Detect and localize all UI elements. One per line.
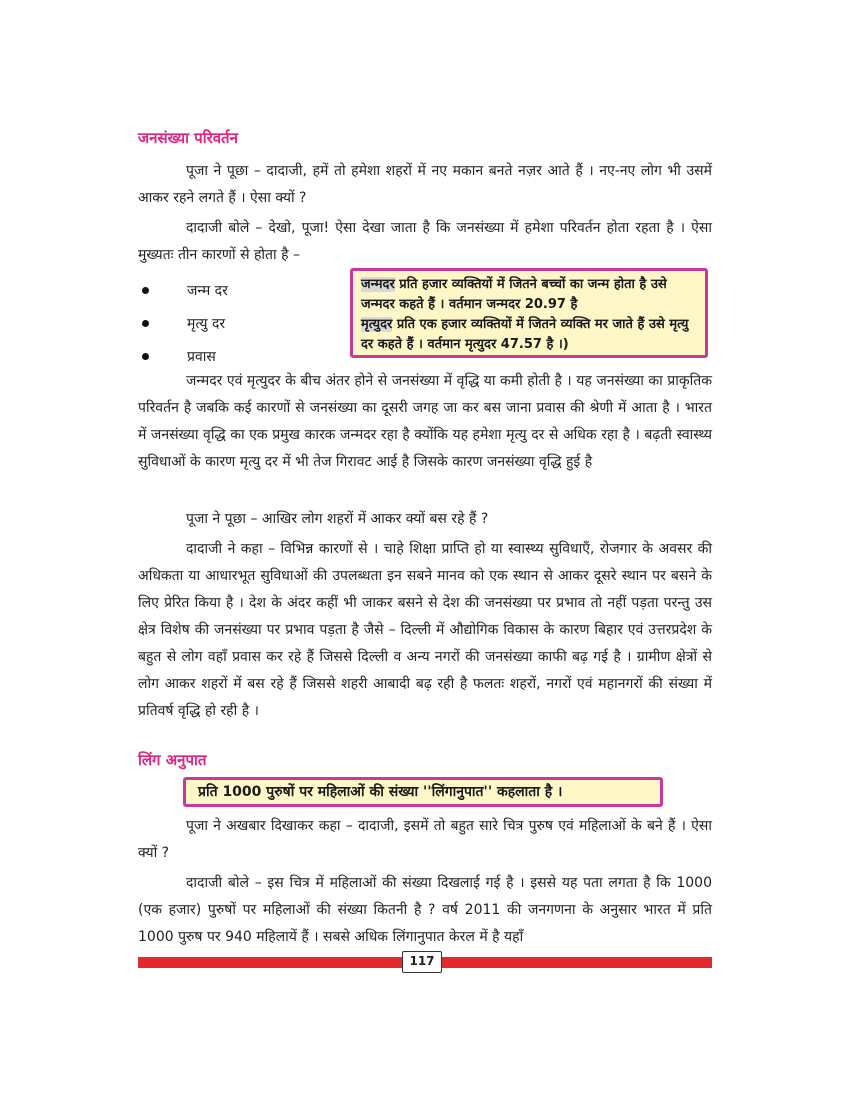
list-item: मृत्यु दर (138, 307, 338, 340)
list-item: जन्म दर (138, 274, 338, 307)
paragraph-pooja-migration-question: पूजा ने पूछा – आखिर लोग शहरों में आकर क्यों बस रहे हैं ? (186, 511, 489, 527)
section-heading-sex-ratio: लिंग अनुपात (138, 751, 207, 769)
paragraph-sex-ratio-explanation: दादाजी बोले – इस चित्र में महिलाओं की संख्या दिखलाई गई है । इससे यह पता लगता है कि 1000 (एक हजार) पुरुषों पर महिलाओं की संख्या कितनी है ? वर्ष 2011 की जनगणना के अनुसार भारत में प्रति 1000 पुरुष पर 940 महिलायें हैं । सबसे अधिक लिंगानुपात केरल में है यहाँ (138, 875, 712, 945)
section-heading-population-change: जनसंख्या परिवर्तन (138, 129, 238, 147)
list-item: प्रवास (138, 340, 338, 373)
sex-ratio-definition-box: प्रति 1000 पुरुषों पर महिलाओं की संख्या ''लिंगानुपात'' कहलाता है । (183, 777, 663, 807)
paragraph-pooja-question: पूजा ने पूछा – दादाजी, हमें तो हमेशा शहरों में नए मकान बनते नज़र आते हैं । नए-नए लोग भी उसमें आकर रहने लगते हैं । ऐसा क्यों ? (138, 163, 712, 206)
footer-bar-right (442, 957, 712, 968)
paragraph-newspaper-question: पूजा ने अखबार दिखाकर कहा – दादाजी, इसमें तो बहुत सारे चित्र पुरुष एवं महिलाओं के बने हैं । ऐसा क्यों ? (138, 818, 712, 861)
bullet-icon (142, 287, 149, 294)
bullet-icon (142, 320, 149, 327)
paragraph-natural-change: जन्मदर एवं मृत्युदर के बीच अंतर होने से जनसंख्या में वृद्धि या कमी होती है । यह जनसंख्या का प्राकृतिक परिवर्तन है जबकि कई कारणों से जनसंख्या का दूसरी जगह जा कर बस जाना प्रवास की श्रेणी में आता है । भारत में जनसंख्या वृद्धि का एक प्रमुख कारक जन्मदर रहा है क्योंकि यह हमेशा मृत्यु दर से अधिक रहा है । बढ़ती स्वास्थ्य सुविधाओं के कारण मृत्यु दर में भी तेज गिरावट आई है जिसके कारण जनसंख्या वृद्धि हुई है (138, 373, 712, 470)
paragraph-migration-reasons: दादाजी ने कहा – विभिन्न कारणों से । चाहे शिक्षा प्राप्ति हो या स्वास्थ्य सुविधाएँ, रोजगार के अवसर की अधिकता या आधारभूत सुविधाओं की उपलब्धता इन सबने मानव को एक स्थान से आकर दूसरे स्थान पर बसने के लिए प्रेरित किया है । देश के अंदर कहीं भी जाकर बसने से देश की जनसंख्या पर प्रभाव तो नहीं पड़ता परन्तु उस क्षेत्र विशेष की जनसंख्या पर प्रभाव पड़ता है जैसे – दिल्ली में औद्योगिक विकास के कारण बिहार एवं उत्तरप्रदेश के बहुत से लोग वहाँ प्रवास कर रहे हैं जिससे दिल्ली व अन्य नगरों की जनसंख्या काफी बढ़ गई है । ग्रामीण क्षेत्रों से लोग आकर शहरों में बस रहे हैं जिससे शहरी आबादी बढ़ रही है फलतः शहरों, नगरों एवं महानगरों की संख्या में प्रतिवर्ष वृद्धि हो रही है । (138, 541, 712, 719)
bullet-icon (142, 353, 149, 360)
death-rate-definition: मृत्युदर प्रति एक हजार व्यक्तियों में जितने व्यक्ति मर जाते हैं उसे मृत्यु दर कहते हैं । वर्तमान मृत्युदर 47.57 है ।) (361, 317, 689, 352)
footer-bar-left (138, 957, 402, 968)
population-change-factors-list (138, 274, 338, 373)
birth-rate-definition: जन्मदर प्रति हजार व्यक्तियों में जितने बच्चों का जन्म होता है उसे जन्मदर कहते हैं । वर्तमान जन्मदर 20.97 है (361, 277, 667, 312)
birth-death-rate-info-box (350, 268, 708, 358)
page-number: 117 (402, 951, 442, 973)
paragraph-grandfather-answer: दादाजी बोले – देखो, पूजा! ऐसा देखा जाता है कि जनसंख्या में हमेशा परिवर्तन होता रहता है । ऐसा मुख्यतः तीन कारणों से होता है – (138, 220, 712, 263)
